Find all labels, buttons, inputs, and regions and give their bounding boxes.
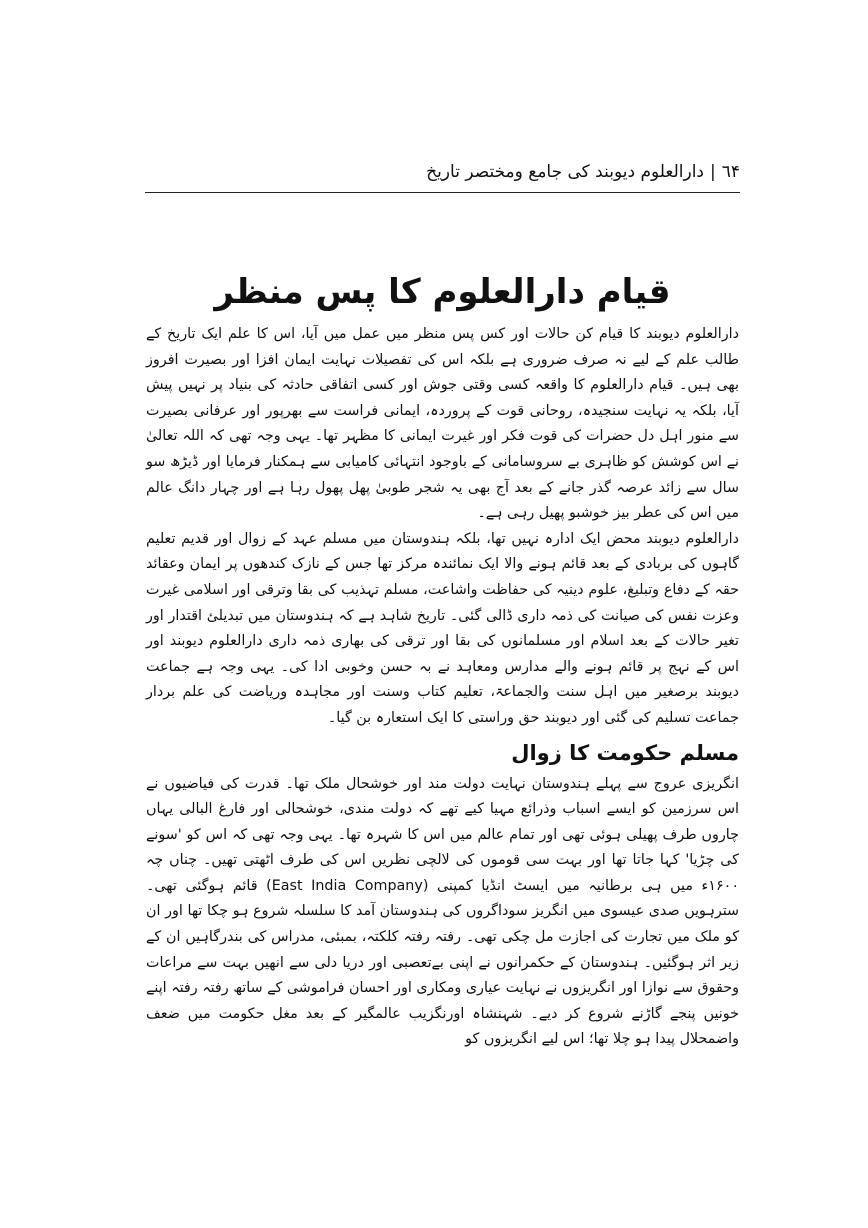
book-title: دارالعلوم دیوبند کی جامع ومختصر تاریخ bbox=[426, 162, 704, 182]
page-number: ٦۴ bbox=[721, 162, 740, 182]
paragraph-2: دارالعلوم دیوبند محض ایک ادارہ نہیں تھا، بلکہ ہندوستان میں مسلم عہد کے زوال اور قدیم تعلیم گاہوں کی بربادی کے بعد قائم ہونے والا ایک نمائندہ مرکز تھا جس کے نازک کندھوں پر ایمان وعقائد حقہ کے دفاع وتبلیغ، علوم دینیہ کی حفاظت واشاعت، مسلم تہذیب کی بقا وترقی اور اسلامی غیرت وعزت نفس کی صیانت کی ذمہ داری ڈالی گئی۔ تاریخ شاہد ہے کہ ہندوستان میں تبدیلئ اقتدار اور تغیر حالات کے بعد اسلام اور مسلمانوں کی بقا اور ترقی کی بھاری ذمہ داری دارالعلوم دیوبند اور اس کے نہج پر قائم ہونے والے مدارس ومعاہد نے بہ حسن وخوبی ادا کی۔ یہی وجہ ہے جماعت دیوبند برصغیر میں اہل سنت والجماعۃ، تعلیم کتاب وسنت اور مجاہدہ وریاضت کی علم بردار جماعت تسلیم کی گئی اور دیوبند حق وراستی کا ایک استعارہ بن گیا۔ bbox=[146, 530, 739, 726]
chapter-title: قیام دارالعلوم کا پس منظر bbox=[214, 272, 671, 312]
paragraph-1: دارالعلوم دیوبند کا قیام کن حالات اور کس پس منظر میں عمل میں آیا، اس کا علم ایک تاریخ کے طالب علم کے لیے نہ صرف ضروری ہے بلکہ اس کی تفصیلات نہایت ایمان افزا اور بصیرت افروز بھی ہیں۔ قیام دارالعلوم کا واقعہ کسی وقتی جوش اور کسی اتفاقی حادثہ کی بنیاد پر نہیں پیش آیا، بلکہ یہ نہایت سنجیدہ، روحانی قوت کے پروردہ، ایمانی فراست سے بھرپور اور عرفانی بصیرت سے منور اہل دل حضرات کی قوت فکر اور غیرت ایمانی کا مظہر تھا۔ یہی وجہ تھی کہ اللہ تعالیٰ نے اس کوشش کو ظاہری بے سروسامانی کے باوجود انتہائی کامیابی سے ہمکنار فرمایا اور ڈیڑھ سو سال سے زائد عرصہ گذر جانے کے بعد آج بھی یہ شجر طوبیٰ پھل پھول رہا ہے اور چہار دانگ عالم میں اس کی عطر بیز خوشبو پھیل رہی ہے۔ bbox=[146, 326, 739, 522]
section-paragraph: انگریزی عروج سے پہلے ہندوستان نہایت دولت مند اور خوشحال ملک تھا۔ قدرت کی فیاضیوں نے اس سرزمین کو ایسے اسباب وذرائع مہیا کیے تھے کہ دولت مندی، خوشحالی اور فارغ البالی یہاں چاروں طرف پھیلی ہوئی تھی اور تمام عالم میں اس کا شہرہ تھا۔ یہی وجہ تھی کہ اس کو 'سونے کی چڑیا' کہا جاتا تھا اور بہت سی قوموں کی لالچی نظریں اس کی طرف اٹھتی تھیں۔ چناں چہ ۱۶۰۰ء میں ہی برطانیہ میں ایسٹ انڈیا کمپنی (East India Company) قائم ہوگئی تھی۔ سترہویں صدی عیسوی میں انگریز سوداگروں کی ہندوستان آمد کا سلسلہ شروع ہو چکا تھا اور ان کو ملک میں تجارت کی اجازت مل چکی تھی۔ رفتہ رفتہ کلکتہ، بمبئی، مدراس کی بندرگاہیں ان کے زیر اثر ہوگئیں۔ ہندوستان کے حکمرانوں نے اپنی بےتعصبی اور دریا دلی سے انھیں بہت سے مراعات وحقوق سے نوازا اور انگریزوں نے نہایت عیاری ومکاری اور احسان فراموشی کے ساتھ رفتہ رفتہ اپنے خونیں پنجے گاڑنے شروع کر دیے۔ شہنشاہ اورنگزیب عالمگیر کے بعد مغل حکومت میں ضعف واضمحلال پیدا ہو چلا تھا؛ اس لیے انگریزوں کو bbox=[146, 775, 740, 1048]
header-separator: | bbox=[710, 162, 716, 182]
body-text bbox=[146, 322, 739, 1053]
section-heading: مسلم حکومت کا زوال bbox=[511, 740, 739, 765]
running-header bbox=[145, 160, 740, 193]
